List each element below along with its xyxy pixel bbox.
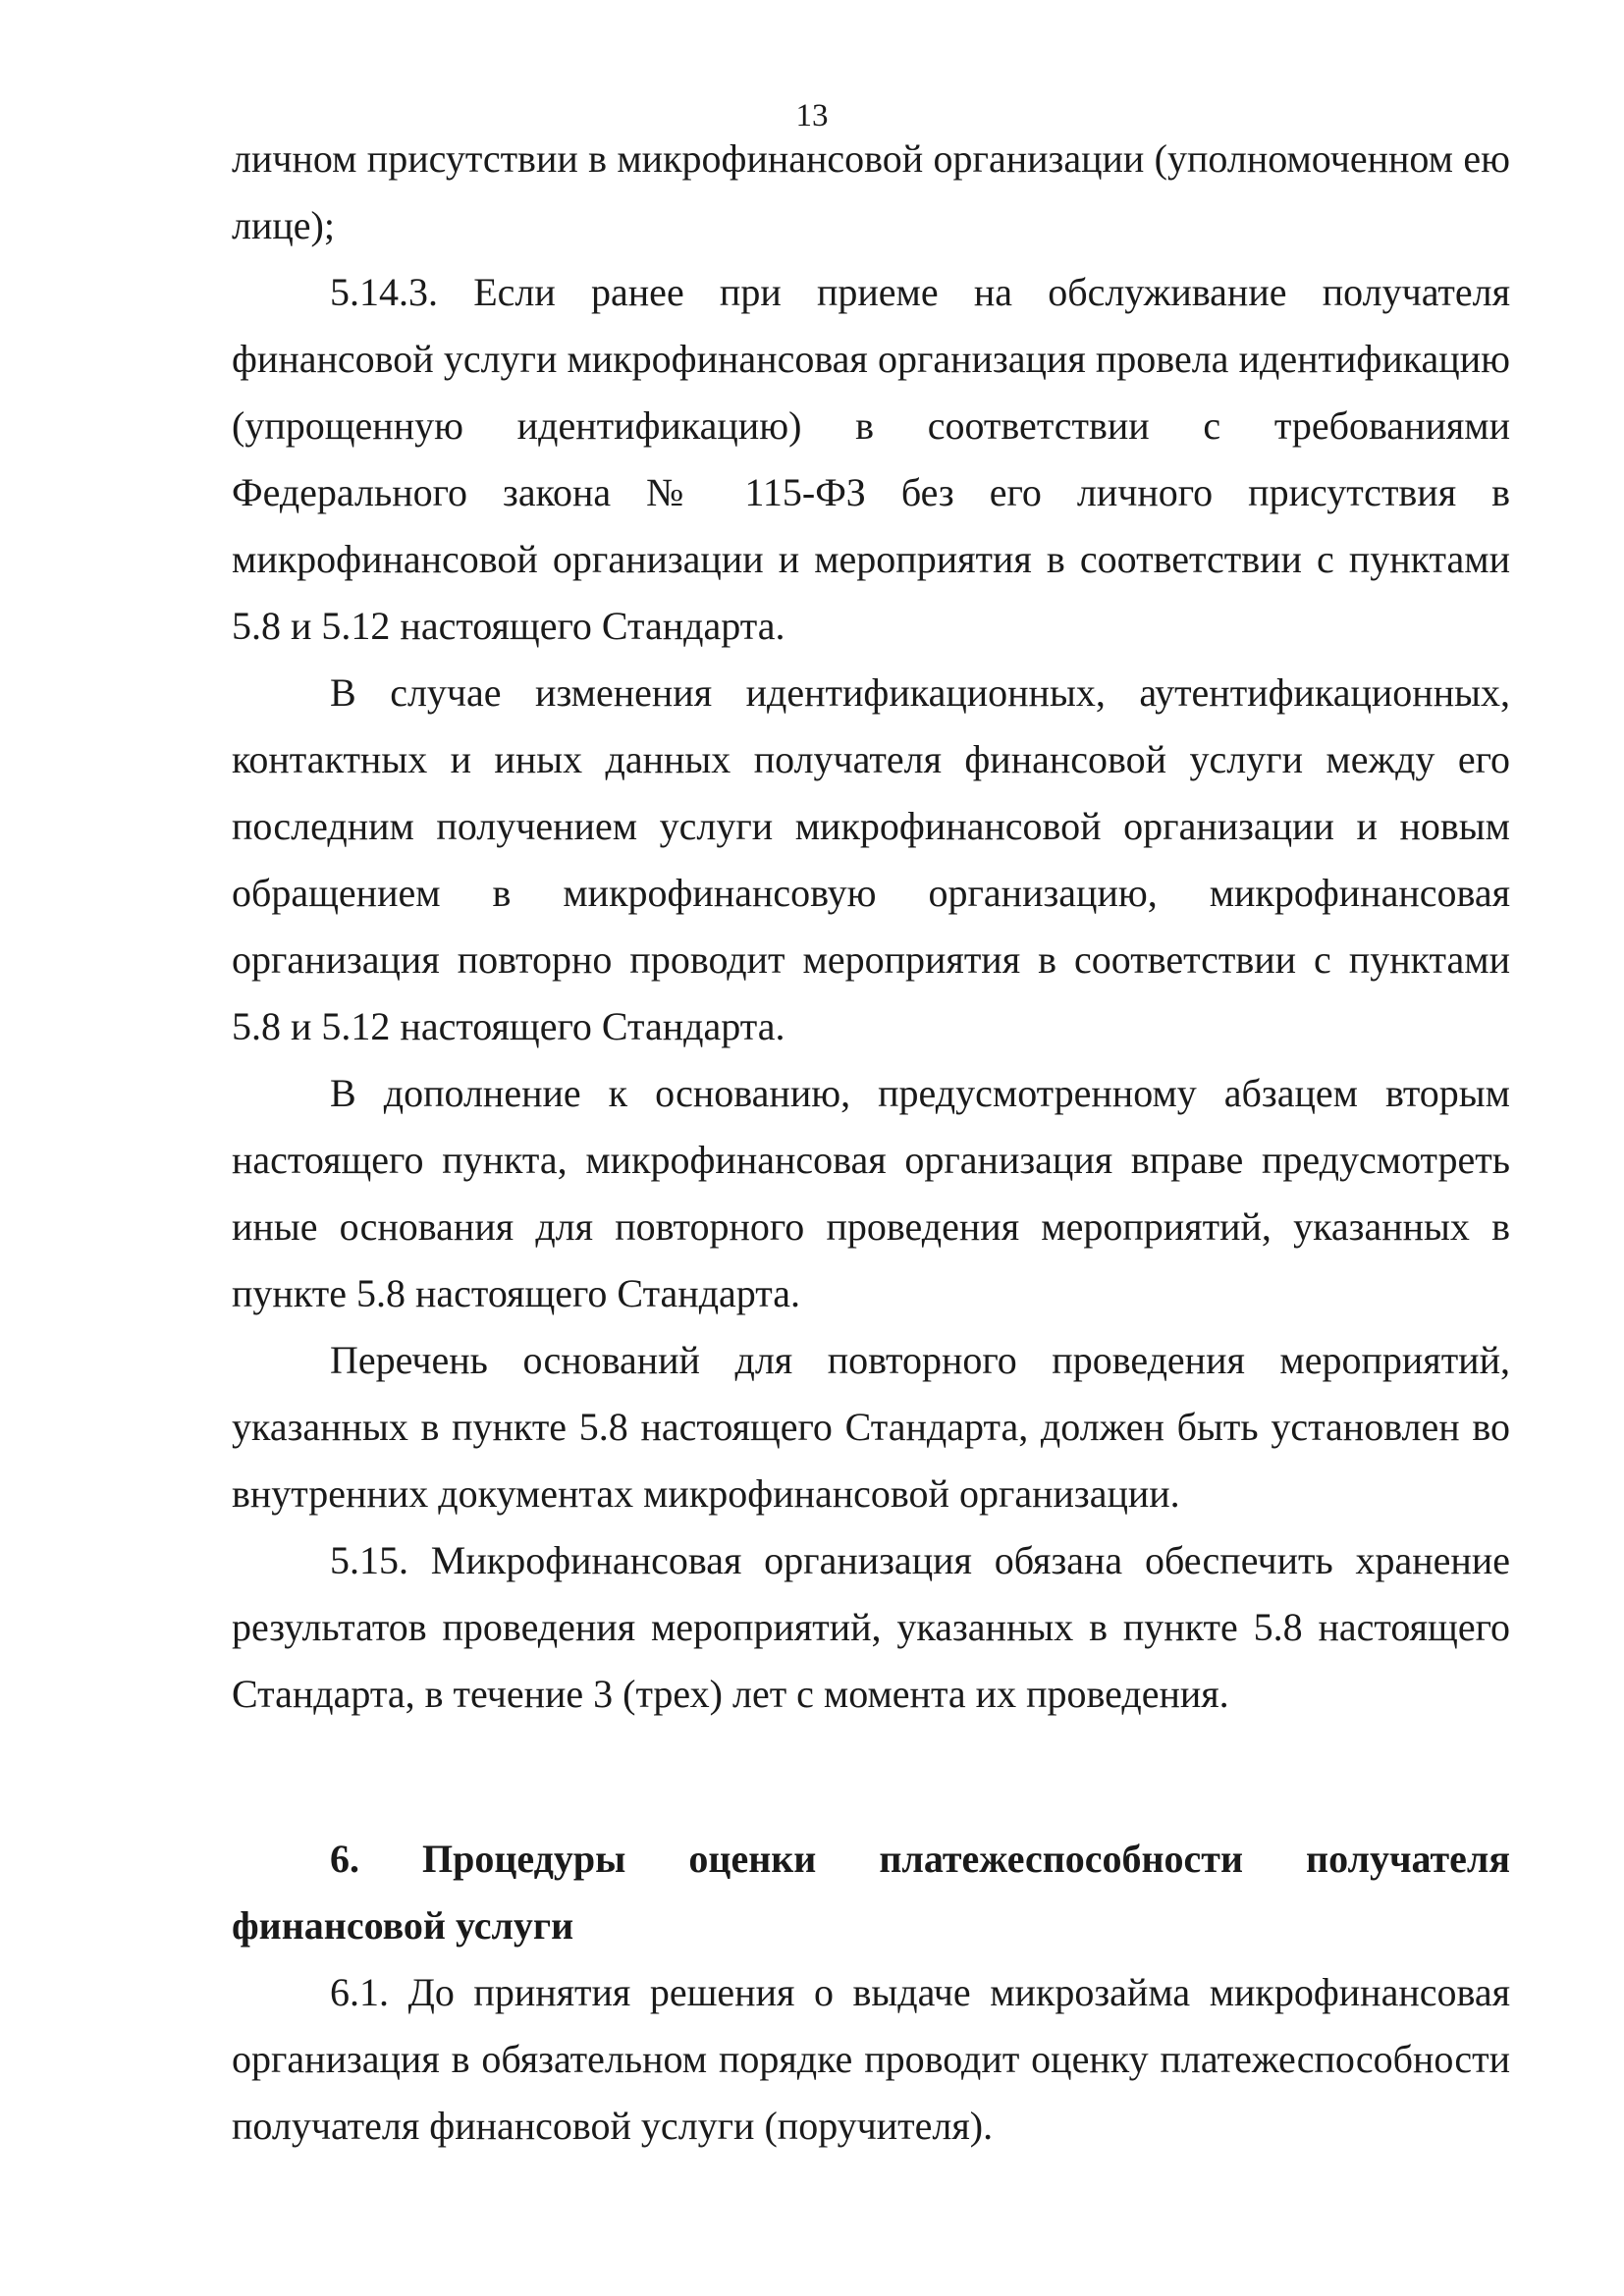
paragraph-6-1: 6.1. До принятия решения о выдаче микрозайма микрофинансовая организация в обязательном порядке проводит оценку платежеспособности получателя финансовой услуги (поручителя). — [232, 1970, 1510, 2148]
paragraph-grounds-list: Перечень оснований для повторного проведения мероприятий, указанных в пункте 5.8 настоящего Стандарта, должен быть установлен во внутренних документах микрофинансовой организации. — [232, 1338, 1510, 1516]
page-number: 13 — [795, 98, 829, 133]
paragraph-5-15: 5.15. Микрофинансовая организация обязана обеспечить хранение результатов проведения мероприятий, указанных в пункте 5.8 настоящего Стандарта, в течение 3 (трех) лет с момента их проведения. — [232, 1538, 1510, 1716]
page-body — [232, 126, 1510, 2160]
paragraph-continuation: личном присутствии в микрофинансовой организации (уполномоченном ею лице); — [232, 136, 1510, 247]
paragraph-5-14-3: 5.14.3. Если ранее при приеме на обслуживание получателя финансовой услуги микрофинансовая организация провела идентификацию (упрощенную идентификацию) в соответствии с требованиями Федерального закона № 115-ФЗ без его личного присутствия в микрофинансовой организации и мероприятия в соответствии с пунктами 5.8 и 5.12 настоящего Стандарта. — [232, 270, 1510, 648]
paragraph-data-change: В случае изменения идентификационных, аутентификационных, контактных и иных данных получателя финансовой услуги между его последним получением услуги микрофинансовой организации и новым обращением в микрофинансовую организацию, микрофинансовая организация повторно проводит мероприятия в соответствии с пунктами 5.8 и 5.12 настоящего Стандарта. — [232, 670, 1510, 1048]
section-heading-6: 6. Процедуры оценки платежеспособности получателя финансовой услуги — [232, 1837, 1510, 1948]
paragraph-additional-grounds: В дополнение к основанию, предусмотренному абзацем вторым настоящего пункта, микрофинансовая организация вправе предусмотреть иные основания для повторного проведения мероприятий, указанных в пункте 5.8 настоящего Стандарта. — [232, 1071, 1510, 1315]
